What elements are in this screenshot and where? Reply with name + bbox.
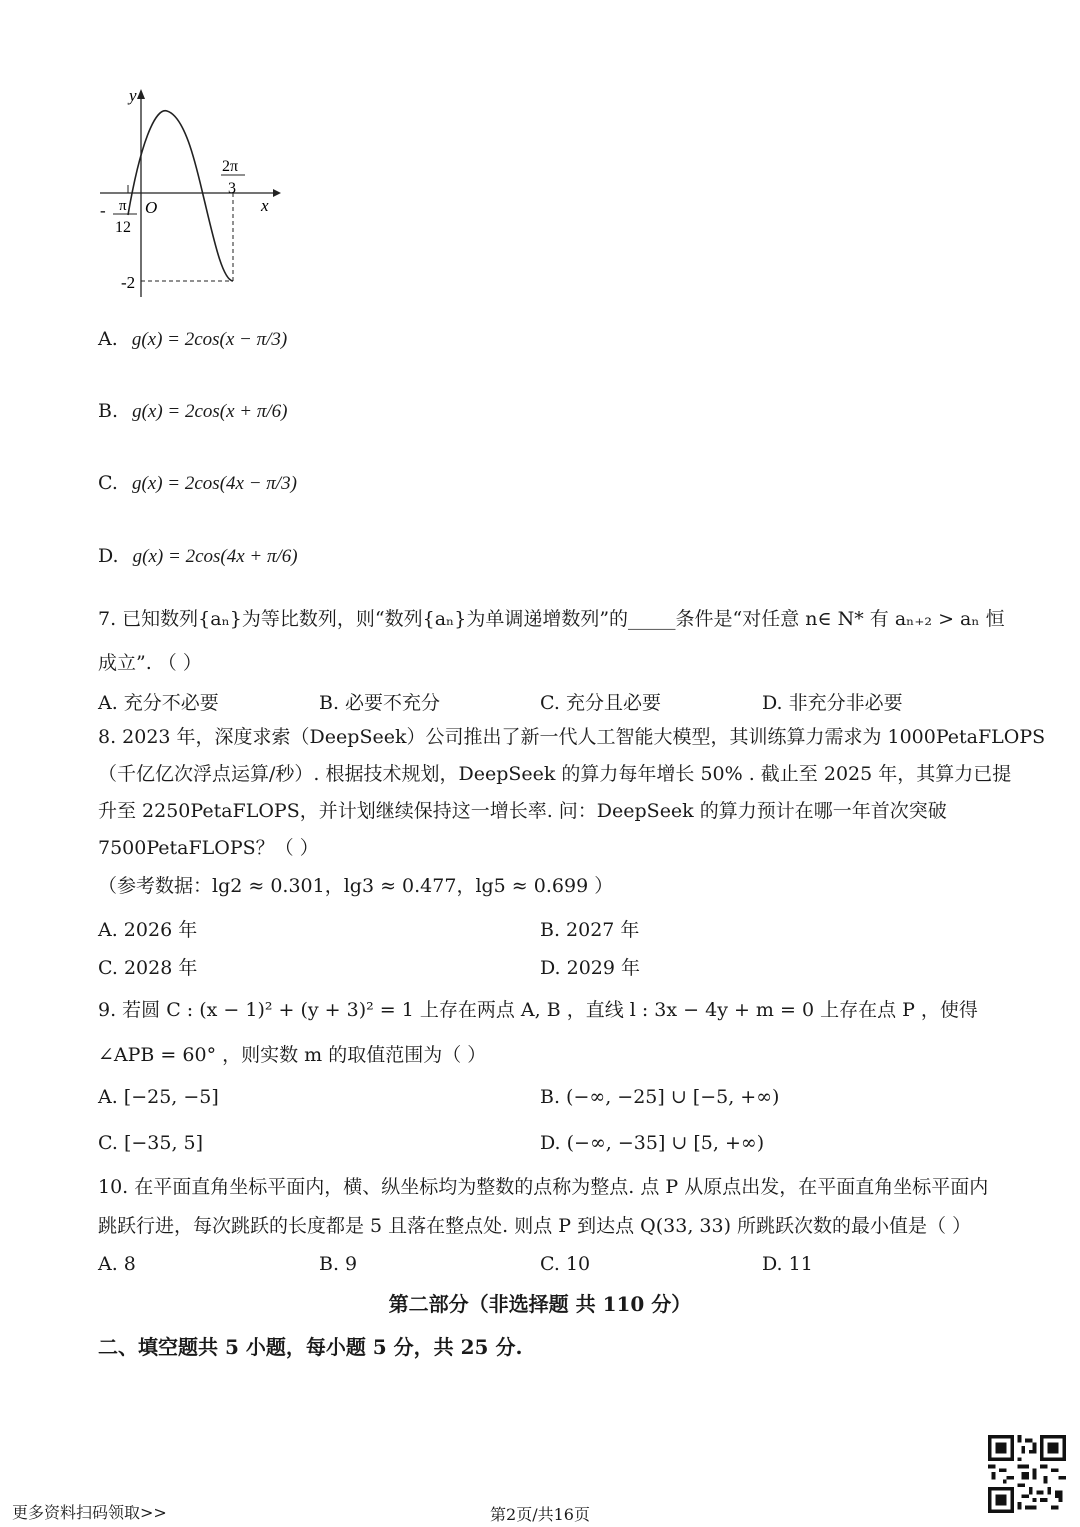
q6-option-c-expr: g(x) = 2cos(4x − π/3)	[131, 473, 297, 494]
q8-option-d: D. 2029 年	[540, 957, 641, 979]
footer-promo-link[interactable]: 更多资料扫码领取>>	[12, 1503, 167, 1522]
q9-option-d: D. (−∞, −35] ∪ [5, +∞)	[540, 1132, 765, 1154]
q6-option-b	[98, 400, 288, 423]
q6-option-b-expr: g(x) = 2cos(x + π/6)	[132, 401, 288, 422]
q8-reference-data: （参考数据：lg2 ≈ 0.301，lg3 ≈ 0.477，lg5 ≈ 0.699 ）	[98, 875, 614, 897]
q8-option-c: C. 2028 年	[98, 957, 198, 979]
q9-line-2: ∠APB = 60° ，则实数 m 的取值范围为（ ）	[98, 1044, 487, 1066]
neg-sign: -	[100, 201, 106, 220]
min-label: -2	[121, 273, 136, 292]
q8-option-a: A. 2026 年	[98, 919, 198, 941]
page-number: 第2页/共16页	[490, 1505, 590, 1524]
x-axis-label: x	[261, 196, 269, 215]
pos-tick-denominator: 3	[228, 180, 236, 197]
q7-option-d: D. 非充分非必要	[762, 692, 903, 714]
curve	[128, 111, 233, 281]
q6-option-d-expr: g(x) = 2cos(4x + π/6)	[132, 546, 298, 567]
cosine-graph	[95, 85, 285, 300]
q8-line-3: 升至 2250PetaFLOPS，并计划继续保持这一增长率. 问：DeepSeek 的算力预计在哪一年首次突破	[98, 800, 947, 822]
q9-option-c: C. [−35, 5]	[98, 1132, 204, 1154]
q6-option-d-label: D.	[98, 545, 119, 567]
q10-line-2: 跳跃行进，每次跳跃的长度都是 5 且落在整点处. 则点 P 到达点 Q(33, 33) 所跳跃次数的最小值是（ ）	[98, 1215, 972, 1237]
q6-option-a	[98, 328, 287, 351]
part-two-title: 第二部分（非选择题 共 110 分）	[388, 1292, 692, 1316]
q9-line-1: 9. 若圆 C : (x − 1)² + (y + 3)² = 1 上存在两点 A, B ，直线 l : 3x − 4y + m = 0 上存在点 P ，使得	[98, 999, 978, 1021]
q10-option-b: B. 9	[319, 1253, 358, 1275]
origin-label: O	[145, 198, 158, 217]
q6-option-a-expr: g(x) = 2cos(x − π/3)	[131, 329, 288, 350]
q8-line-4: 7500PetaFLOPS？（ ）	[98, 837, 319, 859]
q10-option-a: A. 8	[98, 1253, 136, 1275]
q7-line-1: 7. 已知数列{aₙ}为等比数列，则“数列{aₙ}为单调递增数列”的_____条件是“对任意 n∈ N* 有 aₙ₊₂ > aₙ 恒	[98, 608, 1005, 630]
q6-option-a-label: A.	[98, 328, 118, 350]
q9-option-a: A. [−25, −5]	[98, 1086, 219, 1108]
q6-option-c-label: C.	[98, 472, 118, 494]
section-two-title: 二、填空题共 5 小题，每小题 5 分，共 25 分.	[98, 1335, 523, 1359]
q7-option-c: C. 充分且必要	[540, 692, 661, 714]
neg-tick-denominator: 12	[115, 219, 131, 236]
q6-option-c	[98, 472, 297, 495]
q7-option-a: A. 充分不必要	[98, 692, 219, 714]
q7-line-2: 成立”. （ ）	[98, 652, 202, 674]
q10-option-c: C. 10	[540, 1253, 591, 1275]
q6-option-b-label: B.	[98, 400, 119, 422]
q6-option-d	[98, 545, 298, 568]
q10-option-d: D. 11	[762, 1253, 813, 1275]
y-axis-arrow	[137, 89, 145, 99]
q8-line-2: （千亿亿次浮点运算/秒）. 根据技术规划，DeepSeek 的算力每年增长 50% . 截止至 2025 年，其算力已提	[98, 763, 1012, 785]
q7-option-b: B. 必要不充分	[319, 692, 441, 714]
q8-option-b: B. 2027 年	[540, 919, 640, 941]
y-axis-label: y	[129, 86, 137, 105]
neg-tick-numerator: π	[119, 198, 127, 214]
q10-line-1: 10. 在平面直角坐标平面内，横、纵坐标均为整数的点称为整点. 点 P 从原点出发，在平面直角坐标平面内	[98, 1176, 989, 1198]
q9-option-b: B. (−∞, −25] ∪ [−5, +∞)	[540, 1086, 780, 1108]
pos-tick-numerator: 2π	[222, 158, 239, 175]
q8-line-1: 8. 2023 年，深度求索（DeepSeek）公司推出了新一代人工智能大模型，其训练算力需求为 1000PetaFLOPS	[98, 726, 1046, 748]
x-axis-arrow	[273, 189, 281, 197]
